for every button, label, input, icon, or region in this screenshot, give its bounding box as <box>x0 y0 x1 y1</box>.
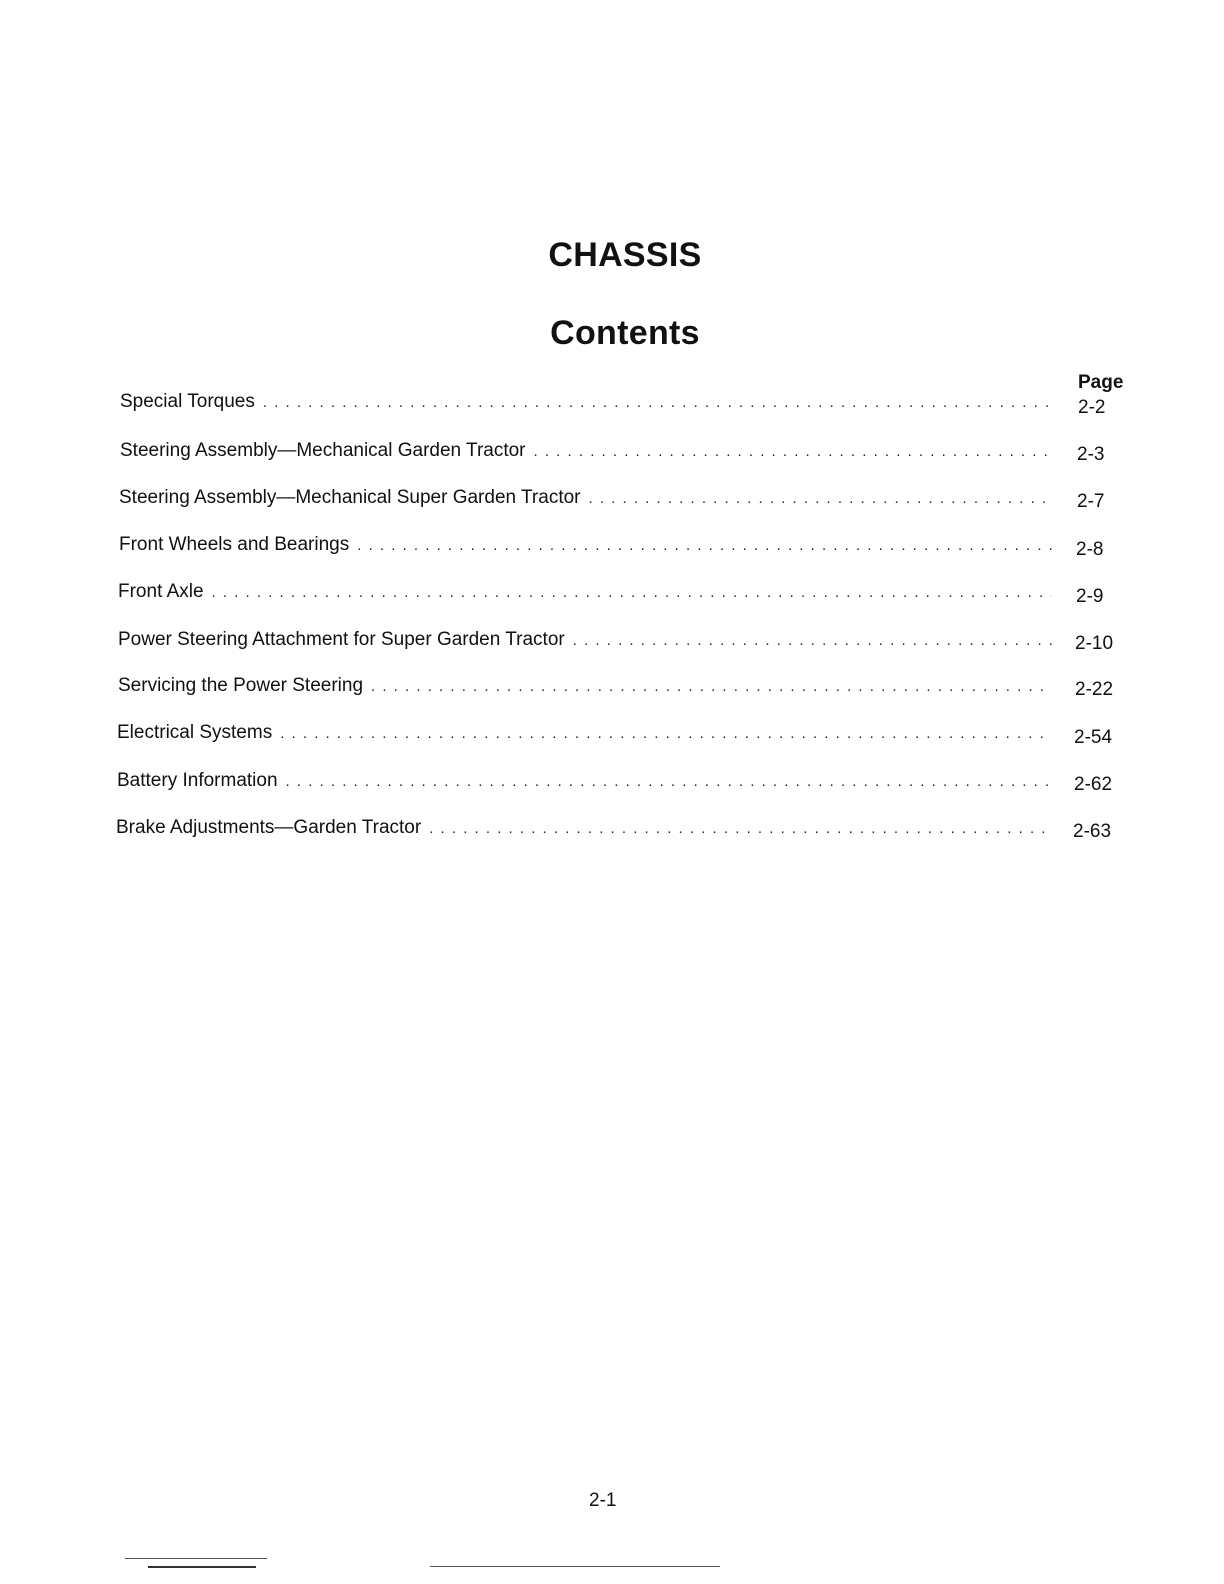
dot-leader <box>429 817 1052 841</box>
toc-entry-label: Electrical Systems <box>117 722 273 743</box>
toc-entry-label: Steering Assembly—Mechanical Garden Tractor <box>120 440 526 461</box>
toc-entry[interactable] <box>118 628 1052 653</box>
toc-entry-page: 2-10 <box>1075 633 1114 654</box>
toc-entry[interactable] <box>118 580 1052 605</box>
toc-entry-page: 2-3 <box>1077 444 1105 465</box>
toc-entry-page: 2-22 <box>1075 679 1114 700</box>
dot-leader <box>589 487 1053 511</box>
scan-artifact-line <box>125 1558 267 1559</box>
toc-entry-page: 2-9 <box>1076 586 1104 607</box>
page-column-header: Page <box>1078 372 1124 393</box>
toc-entry-label: Battery Information <box>117 770 278 791</box>
toc-entry-label: Servicing the Power Steering <box>118 675 364 696</box>
toc-entry-label: Power Steering Attachment for Super Garden Tractor <box>118 629 565 650</box>
toc-entry-page: 2-8 <box>1076 539 1104 560</box>
toc-entry[interactable] <box>119 533 1052 558</box>
dot-leader <box>212 581 1052 605</box>
toc-entry-page: 2-62 <box>1074 774 1113 795</box>
toc-entry-label: Brake Adjustments—Garden Tractor <box>116 817 422 838</box>
page-number: 2-1 <box>589 1490 617 1511</box>
toc-entry-page: 2-7 <box>1077 491 1105 512</box>
dot-leader <box>534 440 1052 464</box>
dot-leader <box>357 534 1052 558</box>
dot-leader <box>286 770 1052 794</box>
toc-entry-label: Special Torques <box>120 391 255 412</box>
toc-entry[interactable] <box>120 439 1052 464</box>
dot-leader <box>573 629 1052 653</box>
scan-artifact-line <box>430 1566 720 1567</box>
toc-entry[interactable] <box>116 816 1052 841</box>
dot-leader <box>263 391 1052 415</box>
scan-artifact-line <box>148 1566 256 1568</box>
toc-entry[interactable] <box>118 674 1052 699</box>
toc-entry[interactable] <box>120 390 1052 415</box>
toc-entry-page: 2-63 <box>1073 821 1112 842</box>
toc-entry[interactable] <box>117 769 1052 794</box>
toc-entry-page: 2-2 <box>1078 397 1106 418</box>
toc-entry-label: Front Wheels and Bearings <box>119 534 350 555</box>
toc-entry-label: Front Axle <box>118 581 204 602</box>
toc-entry[interactable] <box>119 486 1052 511</box>
contents-heading: Contents <box>550 314 700 352</box>
dot-leader <box>371 675 1052 699</box>
section-title: CHASSIS <box>548 236 702 274</box>
toc-entry[interactable] <box>117 721 1052 746</box>
toc-entry-label: Steering Assembly—Mechanical Super Garden Tractor <box>119 487 581 508</box>
toc-entry-page: 2-54 <box>1074 727 1113 748</box>
dot-leader <box>280 722 1052 746</box>
